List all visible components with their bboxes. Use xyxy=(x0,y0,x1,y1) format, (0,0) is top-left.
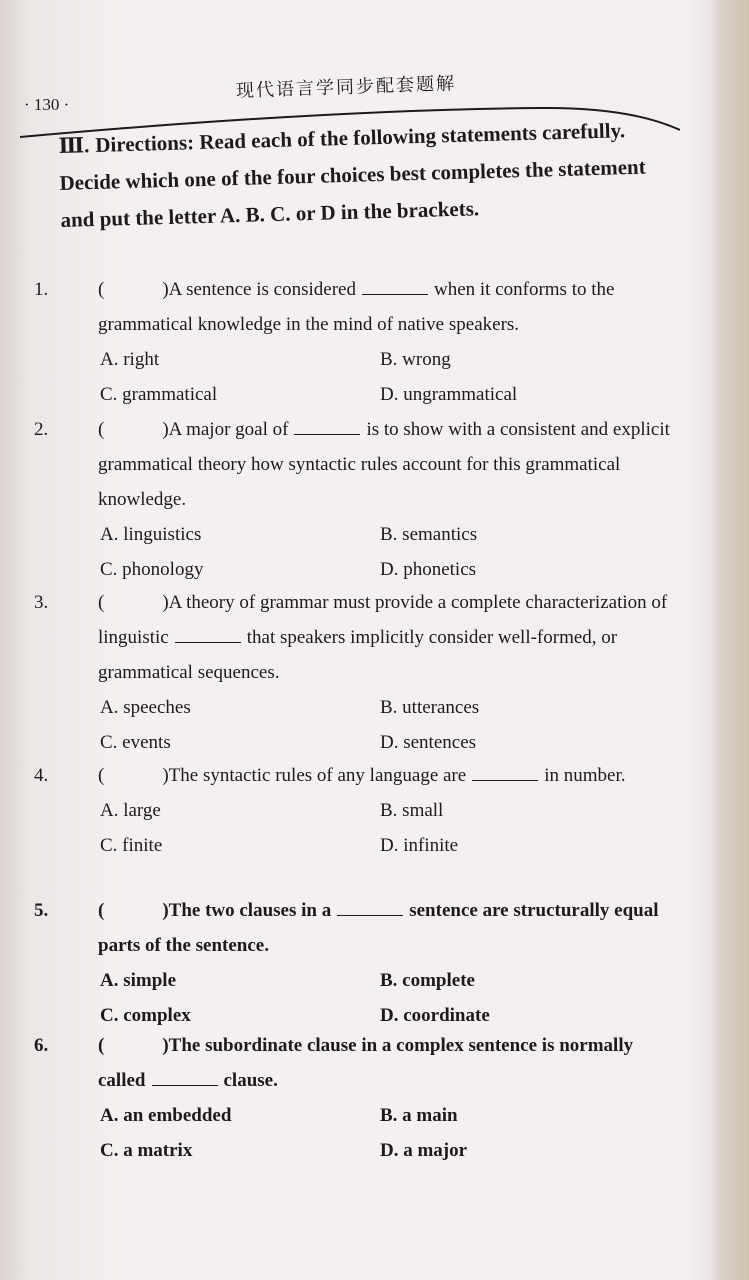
section-numeral: Ⅲ. xyxy=(58,133,90,158)
book-title: 现代语言学同步配套题解 xyxy=(235,73,457,101)
page-header xyxy=(0,0,749,130)
option-choice: C. complex xyxy=(100,1005,191,1026)
option-choice: D. sentences xyxy=(380,732,477,753)
answer-bracket[interactable]: ( ) xyxy=(98,592,169,613)
option-choice: D. phonetics xyxy=(380,559,477,580)
option-choice: A. large xyxy=(100,800,161,821)
page-number: · 130 · xyxy=(24,95,70,114)
question-number: 3. xyxy=(34,592,49,613)
stem-after-blank: sentence are structurally equal parts of the sentence. xyxy=(98,900,659,956)
question-item xyxy=(34,758,678,863)
stem-before-blank: A major goal of xyxy=(168,419,289,440)
options-grid xyxy=(66,963,678,1033)
stem-after-blank: in number. xyxy=(544,765,626,786)
option-choice: B. semantics xyxy=(380,524,478,545)
stem-after-blank: is to show with a consistent and explicit grammatical theory how syntactic rules account for this grammatical knowledge. xyxy=(98,419,670,510)
option-choice: D. coordinate xyxy=(380,1005,490,1026)
question-number: 5. xyxy=(34,900,49,921)
answer-bracket[interactable]: ( ) xyxy=(98,279,169,300)
question-item xyxy=(34,272,678,412)
directions-text: Directions: Read each of the following statements carefully. Decide which one of the four choices best completes the statement and put the letter A. B. C. or D in the brackets. xyxy=(59,118,646,232)
answer-blank xyxy=(472,766,538,781)
options-grid xyxy=(66,342,678,412)
option-choice: A. right xyxy=(100,349,160,370)
answer-bracket[interactable]: ( ) xyxy=(98,419,169,440)
question-stem xyxy=(34,585,678,690)
options-grid xyxy=(66,517,678,587)
question-stem xyxy=(34,272,678,342)
option-choice: A. speeches xyxy=(100,697,191,718)
stem-after-blank: clause. xyxy=(223,1070,278,1091)
question-number: 1. xyxy=(34,279,49,300)
options-grid xyxy=(66,793,678,863)
answer-bracket[interactable]: ( ) xyxy=(98,900,169,921)
section-directions xyxy=(58,111,686,239)
option-choice: C. events xyxy=(100,732,171,753)
option-choice: B. wrong xyxy=(380,349,451,370)
answer-bracket[interactable]: ( ) xyxy=(98,765,169,786)
option-choice: C. grammatical xyxy=(100,384,218,405)
option-choice: D. infinite xyxy=(380,835,459,856)
stem-before-blank: A sentence is considered xyxy=(168,279,356,300)
stem-before-blank: The two clauses in a xyxy=(168,900,332,921)
answer-blank xyxy=(175,628,241,643)
option-choice: D. a major xyxy=(380,1140,468,1161)
answer-blank xyxy=(337,901,403,916)
stem-before-blank: The syntactic rules of any language are xyxy=(168,765,467,786)
question-item xyxy=(34,893,678,1033)
answer-bracket[interactable]: ( ) xyxy=(98,1035,169,1056)
question-number: 4. xyxy=(34,765,49,786)
question-number: 6. xyxy=(34,1035,49,1056)
answer-blank xyxy=(294,420,360,435)
question-stem xyxy=(34,893,678,963)
options-grid xyxy=(66,690,678,760)
question-stem xyxy=(34,758,678,793)
question-item xyxy=(34,1028,678,1168)
stem-after-blank: that speakers implicitly consider well-formed, or grammatical sequences. xyxy=(98,627,618,683)
option-choice: A. linguistics xyxy=(100,524,202,545)
option-choice: B. small xyxy=(380,800,444,821)
option-choice: C. a matrix xyxy=(100,1140,193,1161)
option-choice: B. a main xyxy=(380,1105,458,1126)
question-stem xyxy=(34,1028,678,1098)
stem-after-blank: when it conforms to the grammatical knowledge in the mind of native speakers. xyxy=(98,279,615,335)
answer-blank xyxy=(152,1071,218,1086)
question-item xyxy=(34,585,678,760)
question-item xyxy=(34,412,678,587)
answer-blank xyxy=(362,280,428,295)
option-choice: A. an embedded xyxy=(100,1105,232,1126)
question-stem xyxy=(34,412,678,517)
question-number: 2. xyxy=(34,419,49,440)
option-choice: B. complete xyxy=(380,970,475,991)
option-choice: C. phonology xyxy=(100,559,204,580)
options-grid xyxy=(66,1098,678,1168)
stem-before-blank: The subordinate clause in a complex sentence is normally called xyxy=(98,1035,634,1091)
option-choice: C. finite xyxy=(100,835,163,856)
stem-before-blank: A theory of grammar must provide a complete characterization of linguistic xyxy=(98,592,668,648)
option-choice: A. simple xyxy=(100,970,176,991)
option-choice: B. utterances xyxy=(380,697,480,718)
option-choice: D. ungrammatical xyxy=(380,384,518,405)
